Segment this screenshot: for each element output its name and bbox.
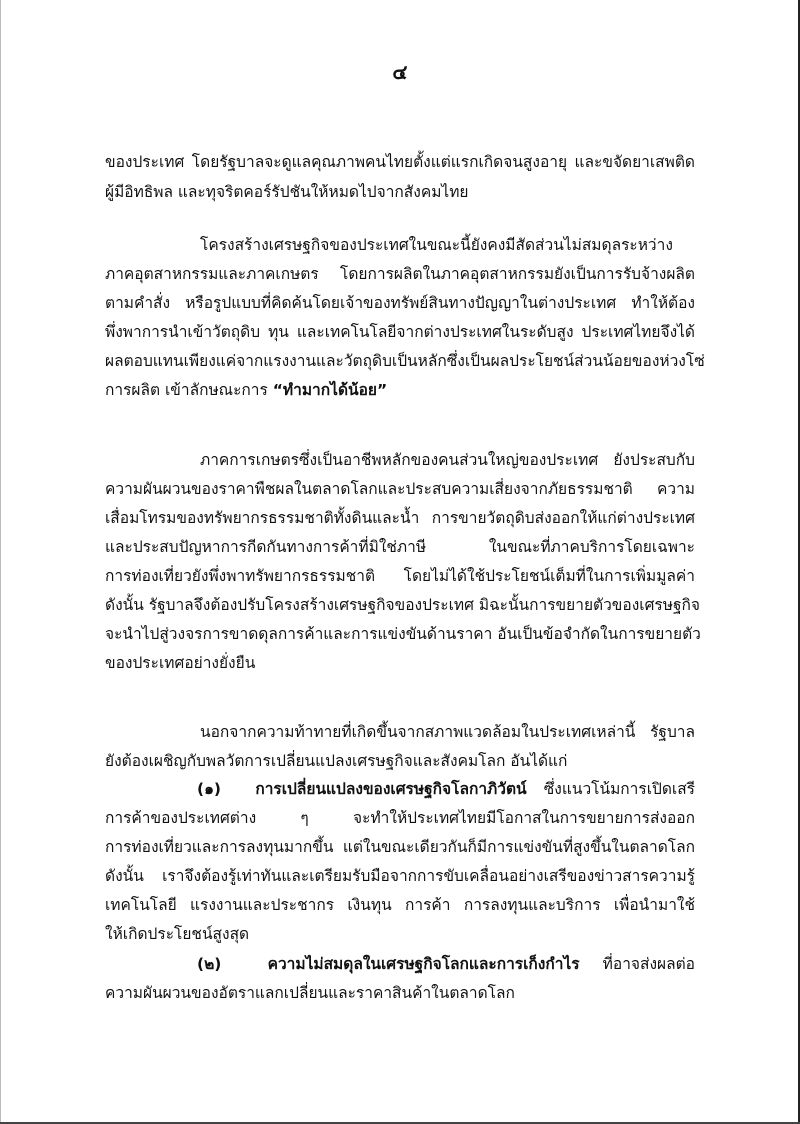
- paragraph-2-line-6: [105, 378, 695, 402]
- paragraph-1-line-1: ของประเทศ โดยรัฐบาลจะดูแลคุณภาพคนไทยตั้งแต่แรกเกิดจนสูงอายุ และขจัดยาเสพติด: [105, 153, 695, 171]
- item-2-number: (๒): [197, 955, 222, 973]
- paragraph-3-line-3: เสื่อมโทรมของทรัพยากรธรรมชาติทั้งดินและน้ำ การขายวัตถุดิบส่งออกให้แก่ต่างประเทศ: [105, 509, 695, 527]
- item-1-line-4: ดังนั้น เราจึงต้องรู้เท่าทันและเตรียมรับมือจากการขับเคลื่อนอย่างเสรีของข่าวสารความรู้: [105, 867, 695, 885]
- paragraph-3-line-2: ความผันผวนของราคาพืชผลในตลาดโลกและประสบความเสี่ยงจากภัยธรรมชาติ ความ: [105, 480, 695, 498]
- paragraph-2-line-5: ผลตอบแทนเพียงแค่จากแรงงานและวัตถุดิบเป็นหลักซึ่งเป็นผลประโยชน์ส่วนน้อยของห่วงโซ่: [105, 352, 705, 370]
- paragraph-2-line-2: ภาคอุตสาหกรรมและภาคเกษตร โดยการผลิตในภาคอุตสาหกรรมยังเป็นการรับจ้างผลิต: [105, 265, 695, 283]
- paragraph-3-line-1: ภาคการเกษตรซึ่งเป็นอาชีพหลักของคนส่วนใหญ่ของประเทศ ยังประสบกับ: [200, 451, 695, 469]
- item-1-line-2: การค้าของประเทศต่าง ๆ จะทำให้ประเทศไทยมีโอกาสในการขยายการส่งออก: [105, 809, 695, 827]
- page-edge-left: [0, 0, 1, 1124]
- page-number: ๔: [392, 60, 408, 84]
- item-1-title: การเปลี่ยนแปลงของเศรษฐกิจโลกาภิวัตน์: [255, 780, 527, 798]
- paragraph-2-line-4: พึ่งพาการนำเข้าวัตถุดิบ ทุน และเทคโนโลยีจากต่างประเทศในระดับสูง ประเทศไทยจึงได้: [105, 323, 695, 341]
- item-2-line-1-rest: ที่อาจส่งผลต่อ: [579, 955, 695, 973]
- paragraph-3-line-8: ของประเทศอย่างยั่งยืน: [105, 654, 256, 672]
- paragraph-1-line-2: ผู้มีอิทธิพล และทุจริตคอร์รัปชันให้หมดไปจากสังคมไทย: [105, 183, 469, 201]
- item-1-line-6: ให้เกิดประโยชน์สูงสุด: [105, 925, 250, 943]
- item-1-line-1-rest: ซึ่งแนวโน้มการเปิดเสรี: [526, 780, 695, 798]
- item-2-line-2: ความผันผวนของอัตราแลกเปลี่ยนและราคาสินค้าในตลาดโลก: [105, 984, 515, 1002]
- paragraph-3-line-4: และประสบปัญหาการกีดกันทางการค้าที่มิใช่ภาษี ในขณะที่ภาคบริการโดยเฉพาะ: [105, 538, 695, 556]
- item-1-line-3: การท่องเที่ยวและการลงทุนมากขึ้น แต่ในขณะเดียวกันก็มีการแข่งขันที่สูงขึ้นในตลาดโลก: [105, 838, 695, 856]
- paragraph-3-line-6: ดังนั้น รัฐบาลจึงต้องปรับโครงสร้างเศรษฐกิจของประเทศ มิฉะนั้นการขยายตัวของเศรษฐกิจ: [105, 596, 700, 614]
- paragraph-2-line-1: โครงสร้างเศรษฐกิจของประเทศในขณะนี้ยังคงมีสัดส่วนไม่สมดุลระหว่าง: [200, 236, 673, 254]
- item-2-line-1: [197, 952, 695, 976]
- paragraph-4-line-2: ยังต้องเผชิญกับพลวัตการเปลี่ยนแปลงเศรษฐกิจและสังคมโลก อันได้แก่: [105, 752, 568, 770]
- item-1-number: (๑): [197, 780, 222, 798]
- emphasis-quote: “ทำมากได้น้อย”: [272, 381, 388, 399]
- item-2-title: ความไม่สมดุลในเศรษฐกิจโลกและการเก็งกำไร: [267, 955, 580, 973]
- paragraph-2-line-6-text: การผลิต เข้าลักษณะการ: [105, 381, 273, 399]
- item-1-line-1: [197, 777, 695, 801]
- item-1-line-5: เทคโนโลยี แรงงานและประชากร เงินทุน การค้า การลงทุนและบริการ เพื่อนำมาใช้: [105, 896, 695, 914]
- paragraph-3-line-5: การท่องเที่ยวยังพึ่งพาทรัพยากรธรรมชาติ โดยไม่ได้ใช้ประโยชน์เต็มที่ในการเพิ่มมูลค่า: [105, 567, 695, 585]
- paragraph-4-line-1: นอกจากความท้าทายที่เกิดขึ้นจากสภาพแวดล้อมในประเทศเหล่านี้ รัฐบาล: [200, 723, 695, 741]
- paragraph-3-line-7: จะนำไปสู่วงจรการขาดดุลการค้าและการแข่งขันด้านราคา อันเป็นข้อจำกัดในการขยายตัว: [105, 625, 701, 643]
- paragraph-2-line-3: ตามคำสั่ง หรือรูปแบบที่คิดค้นโดยเจ้าของทรัพย์สินทางปัญญาในต่างประเทศ ทำให้ต้อง: [105, 294, 695, 312]
